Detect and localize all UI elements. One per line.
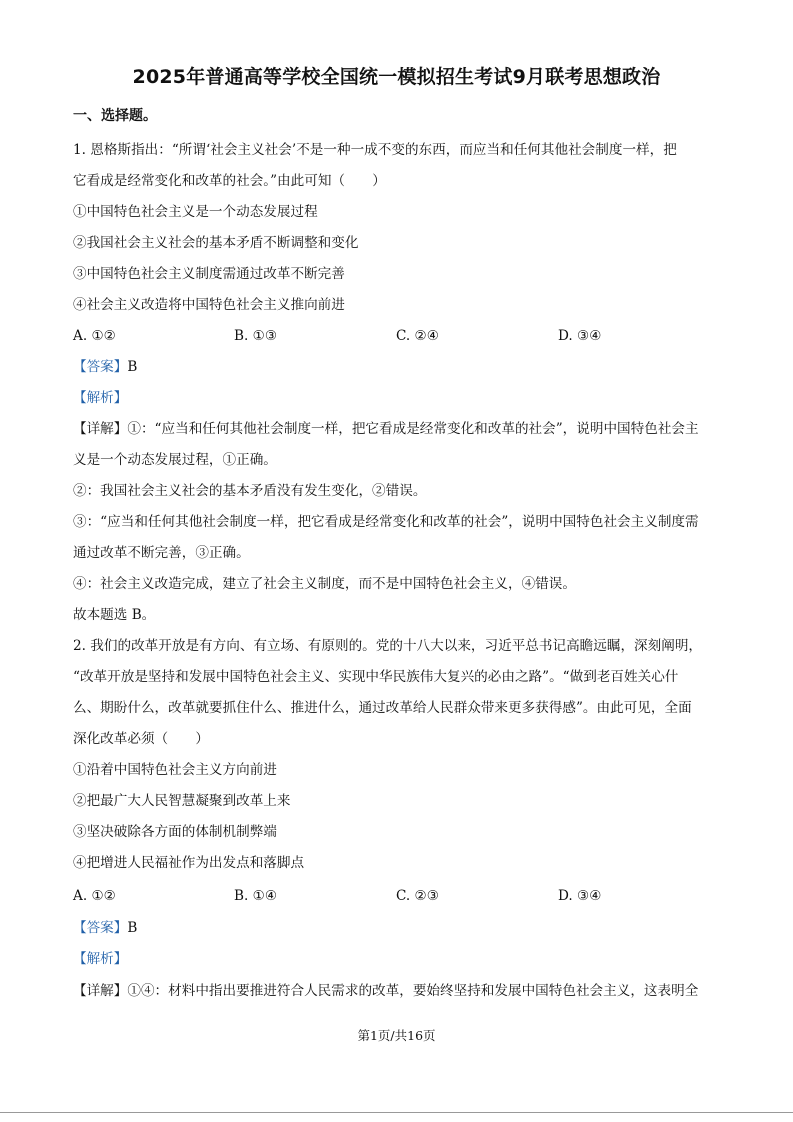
q2-stem-line-2: “改革开放是坚持和发展中国特色社会主义、实现中华民族伟大复兴的必由之路”。“做到老百姓关心什	[73, 669, 679, 685]
q2-item-3: ③坚决破除各方面的体制机制弊端	[73, 824, 277, 840]
q1-detail-line-5: 通过改革不断完善，③正确。	[73, 545, 250, 561]
q2-stem-line-3: 么、期盼什么，改革就要抓住什么、推进什么，通过改革给人民群众带来更多获得感”。由此可见，全面	[73, 700, 692, 716]
q1-item-4: ④社会主义改造将中国特色社会主义推向前进	[73, 297, 345, 313]
q1-item-3: ③中国特色社会主义制度需通过改革不断完善	[73, 266, 345, 282]
q1-option-c: C. ②④	[396, 328, 439, 344]
q2-detail-tag: 【详解】	[73, 983, 128, 999]
q2-answer-tag: 【答案】	[73, 920, 128, 936]
q1-detail-text-1: ①：“应当和任何其他社会制度一样，把它看成是经常变化和改革的社会”，说明中国特色社会主	[127, 421, 699, 437]
q2-detail-text-1: ①④：材料中指出要推进符合人民需求的改革，要始终坚持和发展中国特色社会主义，这表明全	[127, 983, 699, 999]
q2-stem-line-1: 2. 我们的改革开放是有方向、有立场、有原则的。党的十八大以来，习近平总书记高瞻远瞩，深刻阐明，	[73, 638, 703, 654]
q1-detail-line-2: 义是一个动态发展过程，①正确。	[73, 452, 277, 468]
q2-answer-value: B	[127, 920, 138, 936]
q1-detail-line-3: ②：我国社会主义社会的基本矛盾没有发生变化，②错误。	[73, 483, 427, 499]
q2-option-a: A. ①②	[73, 888, 116, 904]
q1-option-a: A. ①②	[73, 328, 116, 344]
q1-item-2: ②我国社会主义社会的基本矛盾不断调整和变化	[73, 235, 359, 251]
q2-analysis-tag: 【解析】	[73, 951, 128, 967]
q1-option-d: D. ③④	[558, 328, 602, 344]
q1-item-1: ①中国特色社会主义是一个动态发展过程	[73, 204, 318, 220]
q1-stem-line-2: 它看成是经常变化和改革的社会。”由此可知（ ）	[73, 173, 386, 189]
q1-detail-tag: 【详解】	[73, 421, 128, 437]
q1-analysis	[73, 388, 723, 408]
q1-conclusion: 故本题选 B。	[73, 607, 156, 623]
q1-answer-tag: 【答案】	[73, 359, 128, 375]
q2-analysis	[73, 949, 723, 969]
exam-title: 2025年普通高等学校全国统一模拟招生考试9月联考思想政治	[132, 66, 661, 88]
q2-stem-line-4: 深化改革必须（ ）	[73, 731, 209, 747]
q1-answer-value: B	[127, 359, 138, 375]
q2-answer	[73, 918, 723, 938]
q1-option-b: B. ①③	[234, 328, 278, 344]
page-number: 第1页/共16页	[357, 1028, 436, 1043]
q1-options	[73, 326, 723, 346]
q2-item-4: ④把增进人民福祉作为出发点和落脚点	[73, 855, 305, 871]
q1-analysis-tag: 【解析】	[73, 390, 128, 406]
q2-options	[73, 886, 723, 906]
q1-stem-line-1: 1. 恩格斯指出：“所谓‘社会主义社会’不是一种一成不变的东西，而应当和任何其他社会制度一样，把	[73, 142, 677, 158]
q2-item-1: ①沿着中国特色社会主义方向前进	[73, 762, 277, 778]
q1-detail-line-6: ④：社会主义改造完成，建立了社会主义制度，而不是中国特色社会主义，④错误。	[73, 576, 576, 592]
q2-item-2: ②把最广大人民智慧凝聚到改革上来	[73, 793, 291, 809]
bottom-divider	[0, 1112, 793, 1113]
q2-detail-line-1	[73, 981, 723, 1001]
q1-detail-line-1	[73, 419, 723, 439]
q2-option-b: B. ①④	[234, 888, 278, 904]
q2-option-c: C. ②③	[396, 888, 439, 904]
section-heading: 一、选择题。	[73, 108, 157, 124]
q1-answer	[73, 357, 723, 377]
q2-option-d: D. ③④	[558, 888, 602, 904]
q1-detail-line-4: ③：“应当和任何其他社会制度一样，把它看成是经常变化和改革的社会”，说明中国特色社会主义制度需	[73, 514, 699, 530]
